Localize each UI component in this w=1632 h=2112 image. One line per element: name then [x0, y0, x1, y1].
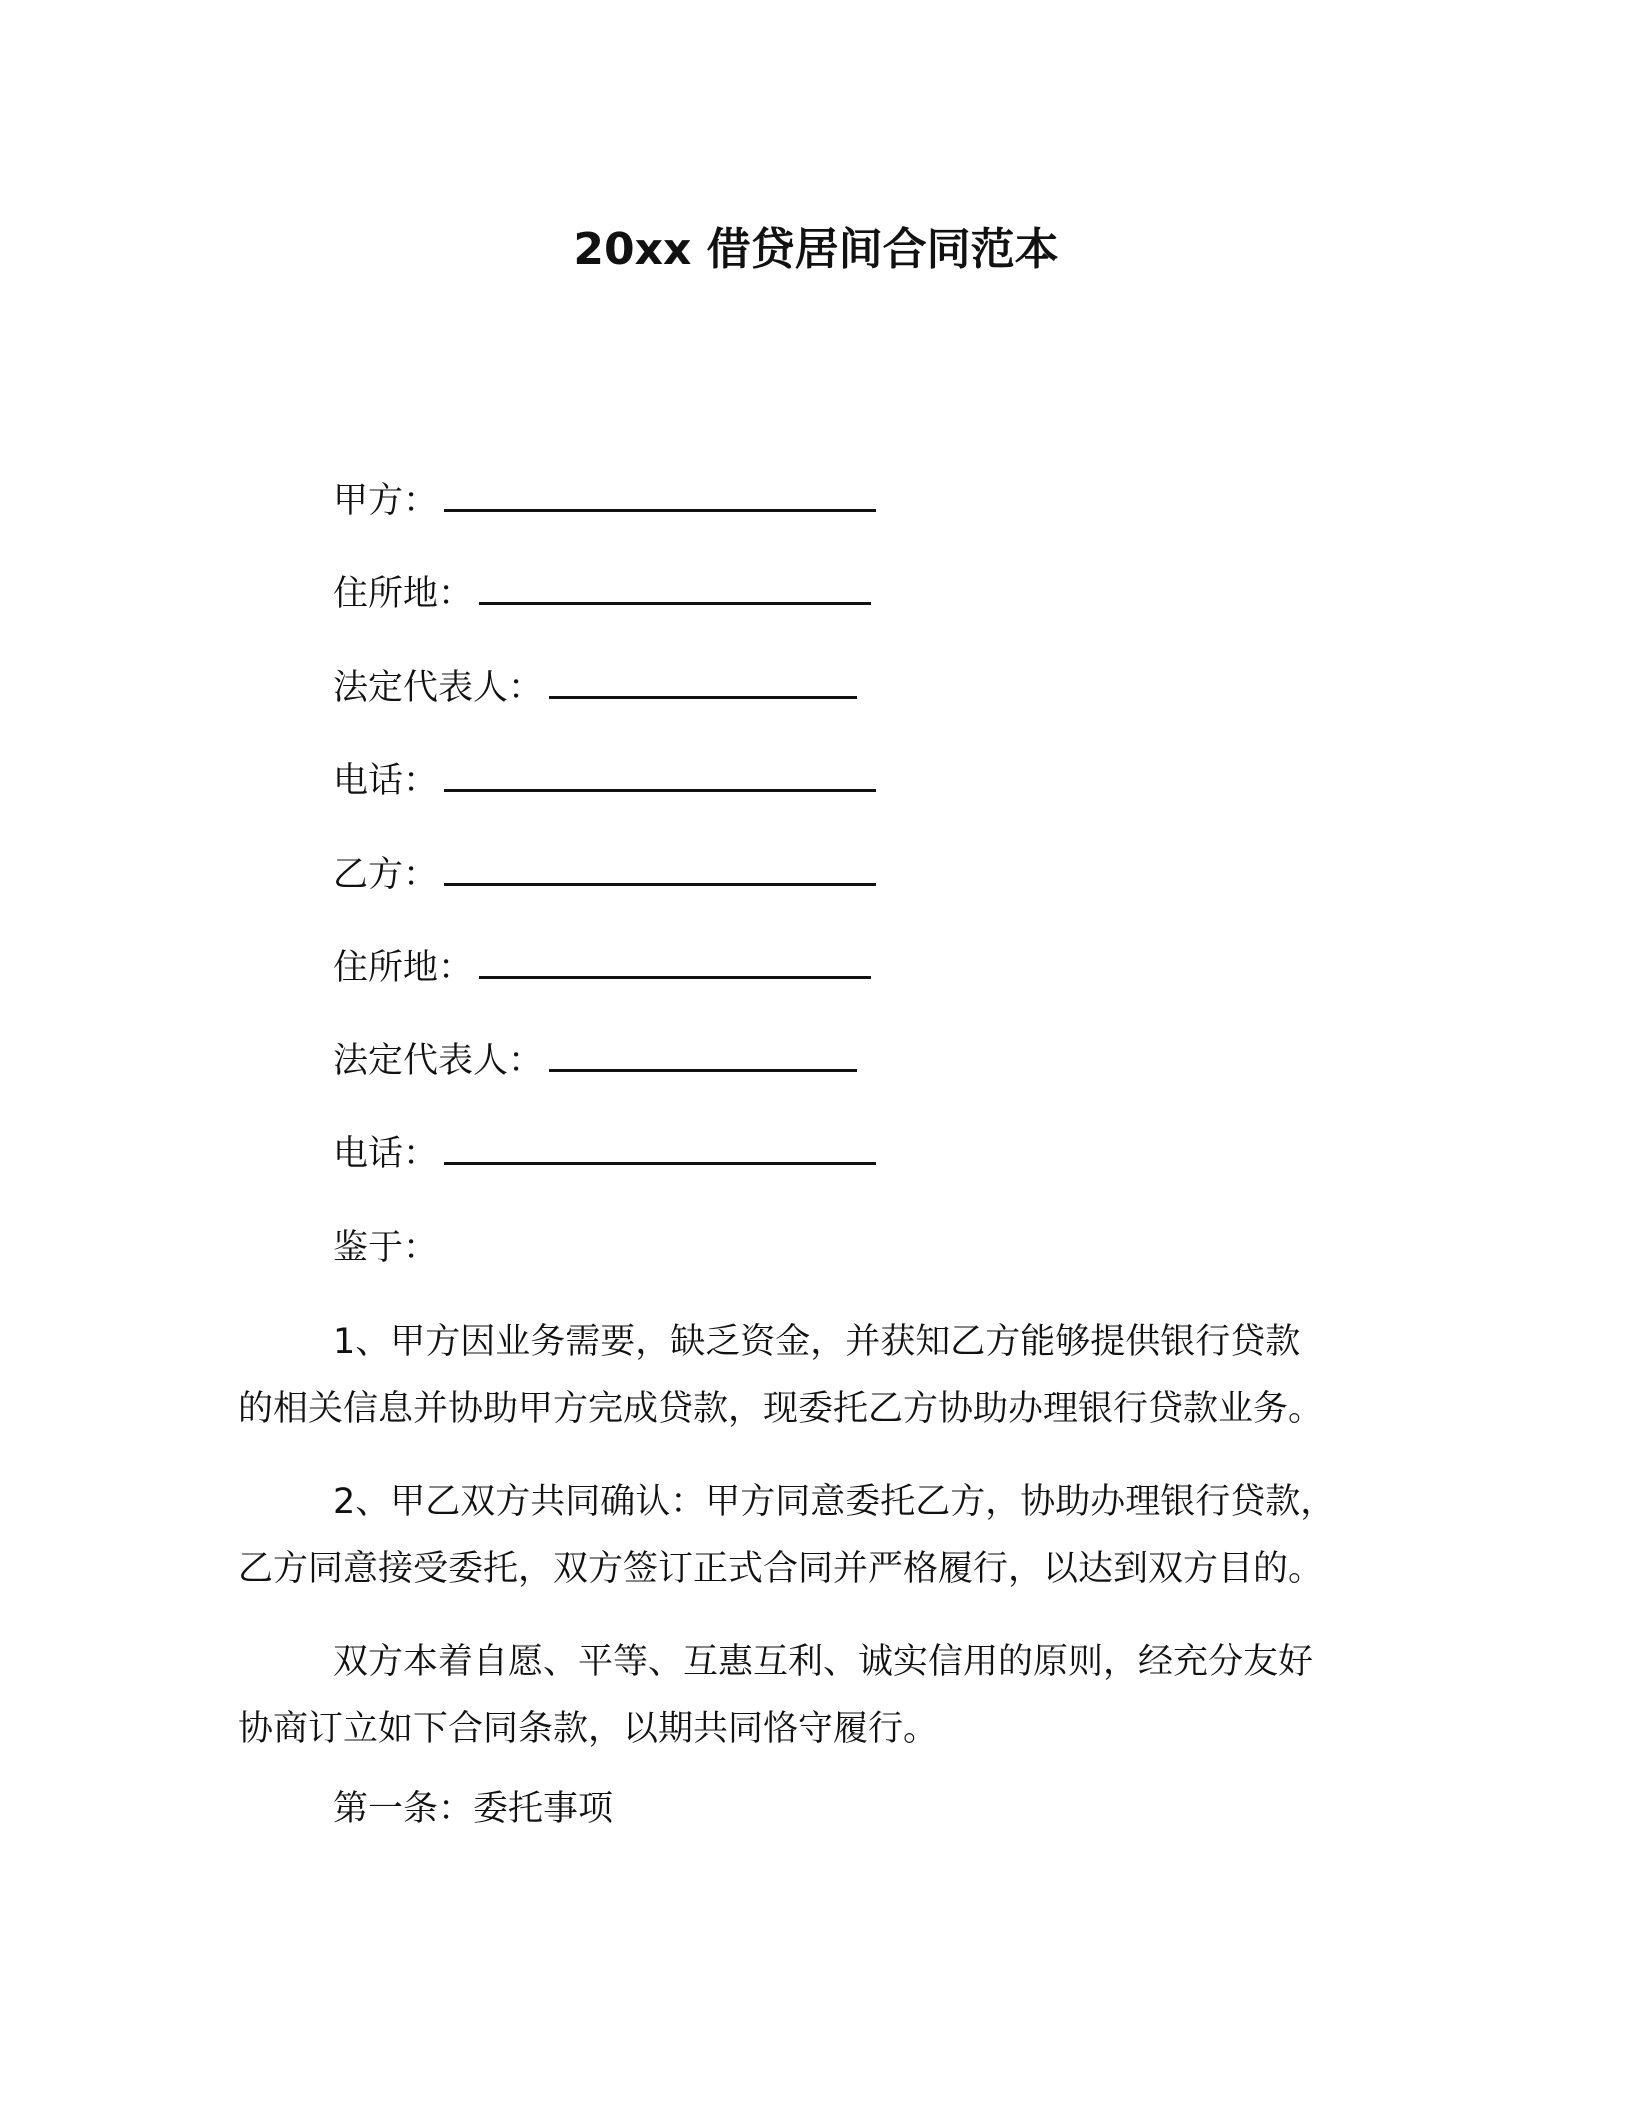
party-b-address-field [333, 945, 871, 991]
party-b-name-label: 乙方： [333, 855, 439, 895]
party-b-rep-label: 法定代表人： [333, 1041, 544, 1081]
party-b-rep-blank[interactable] [549, 1039, 857, 1072]
party-a-rep-field [333, 665, 857, 711]
party-a-rep-label: 法定代表人： [333, 668, 544, 708]
party-b-address-label: 住所地： [333, 948, 474, 988]
party-b-name-field [333, 852, 876, 898]
party-b-name-blank[interactable] [444, 853, 876, 886]
party-a-address-blank[interactable] [479, 572, 871, 605]
party-b-address-blank[interactable] [479, 946, 871, 979]
party-a-name-label: 甲方： [333, 481, 439, 521]
document-title: 20xx 借贷居间合同范本 [573, 224, 1059, 275]
paragraph-2-line-2: 乙方同意接受委托，双方签订正式合同并严格履行，以达到双方目的。 [238, 1549, 1324, 1589]
paragraph-3-line-1: 双方本着自愿、平等、互惠互利、诚实信用的原则，经充分友好 [333, 1642, 1314, 1682]
party-a-address-field [333, 571, 871, 617]
party-b-phone-field [333, 1131, 876, 1177]
party-a-phone-field [333, 758, 876, 804]
paragraph-3 [238, 1629, 1378, 1763]
party-a-rep-blank[interactable] [549, 666, 857, 699]
paragraph-1-line-1: 1、甲方因业务需要，缺乏资金，并获知乙方能够提供银行贷款 [333, 1322, 1301, 1362]
party-a-name-field [333, 478, 876, 524]
party-a-name-blank[interactable] [444, 479, 876, 512]
party-b-rep-field [333, 1038, 857, 1084]
paragraph-3-line-2: 协商订立如下合同条款，以期共同恪守履行。 [238, 1709, 939, 1749]
paragraph-1 [238, 1309, 1378, 1443]
party-a-phone-label: 电话： [333, 761, 439, 801]
paragraph-2 [238, 1469, 1378, 1603]
party-a-address-label: 住所地： [333, 574, 474, 614]
party-a-phone-blank[interactable] [444, 759, 876, 792]
paragraph-1-line-2: 的相关信息并协助甲方完成贷款，现委托乙方协助办理银行贷款业务。 [238, 1389, 1324, 1429]
article-1-heading: 第一条：委托事项 [333, 1789, 614, 1829]
paragraph-2-line-1: 2、甲乙双方共同确认：甲方同意委托乙方，协助办理银行贷款， [333, 1482, 1336, 1522]
whereas-label: 鉴于： [333, 1228, 439, 1268]
party-b-phone-label: 电话： [333, 1134, 439, 1174]
party-b-phone-blank[interactable] [444, 1132, 876, 1165]
